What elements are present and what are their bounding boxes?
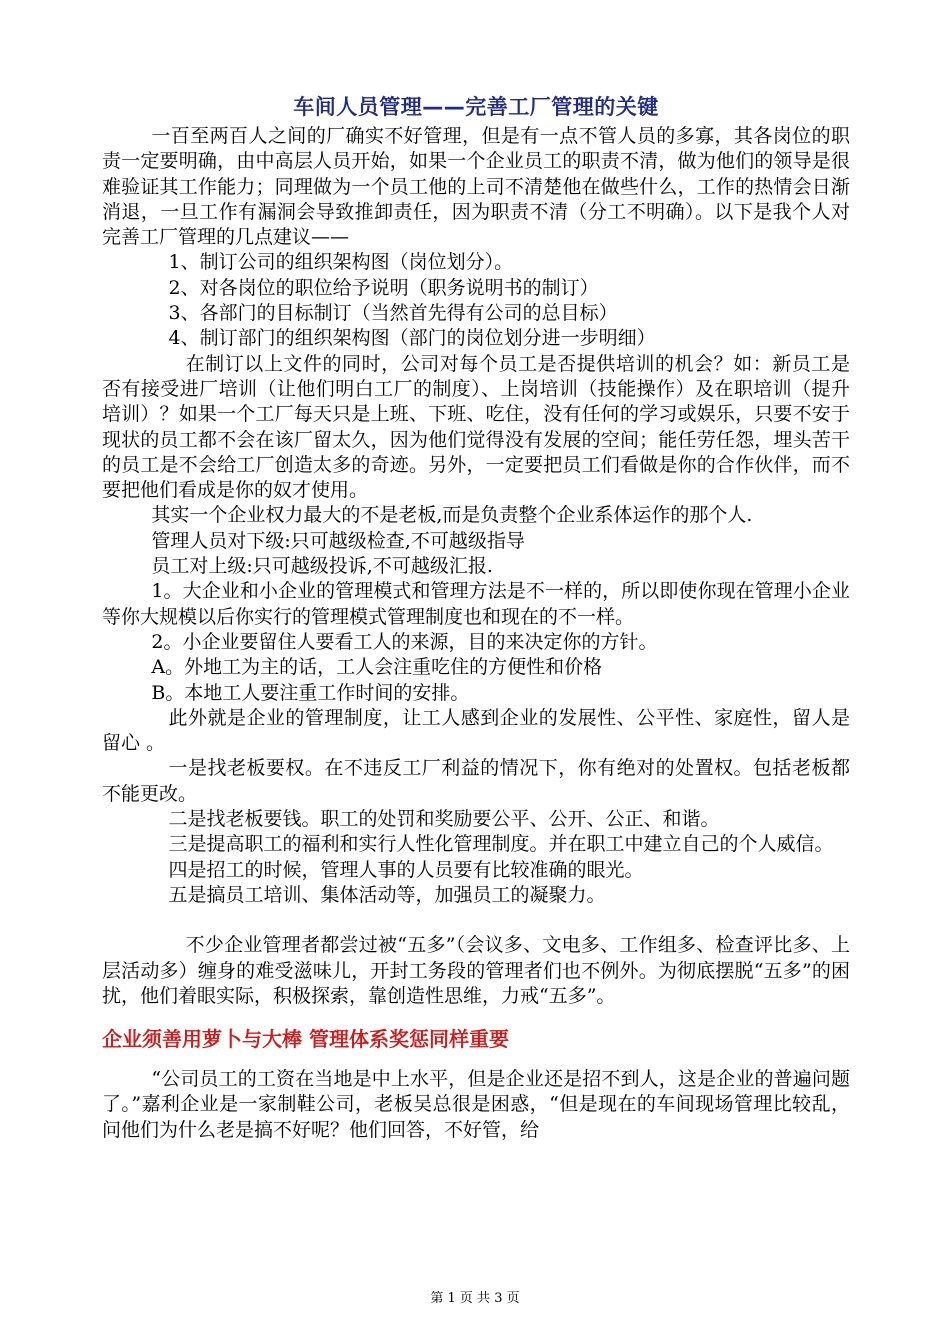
paragraph: 一百至两百人之间的厂确实不好管理，但是有一点不管人员的多寡，其各岗位的职责一定要明确，由中高层人员开始，如果一个企业员工的职责不清，做为他们的领导是很难验证其工作能力；同理做为一个员工他的上司不清楚他在做些什么，工作的热情会日渐消退，一旦工作有漏洞会导致推卸责任，因为职责不清（分工不明确）。以下是我个人对完善工厂管理的几点建议—— [102, 125, 850, 249]
paragraph: 三是提高职工的福利和实行人性化管理制度。并在职工中建立自己的个人威信。 [168, 833, 834, 856]
body-section-3 [102, 1067, 850, 1143]
paragraph: 2、对各岗位的职位给予说明（职务说明书的制订） [168, 276, 599, 299]
paragraph: 员工对上级:只可越级投诉,不可越级汇报. [151, 555, 493, 578]
paragraph: B。本地工人要注重工作时间的安排。 [151, 681, 470, 704]
blank-line [102, 908, 850, 933]
paragraph: 二是找老板要钱。职工的处罚和奖励要公平、公开、公正、和谐。 [168, 808, 720, 831]
paragraph: 4、制订部门的组织架构图（部门的岗位划分进一步明细） [168, 327, 656, 350]
document-page [102, 92, 850, 1143]
body-section-2 [102, 933, 850, 1009]
paragraph: 五是搞员工培训、集体活动等，加强员工的凝聚力。 [168, 883, 606, 906]
paragraph: 管理人员对下级:只可越级检查,不可越级指导 [151, 529, 525, 552]
paragraph: 1。大企业和小企业的管理模式和管理方法是不一样的，所以即使你现在管理小企业等你大规模以后你实行的管理模式管理制度也和现在的不一样。 [102, 580, 850, 628]
body-section-1 [102, 124, 850, 908]
document-title: 车间人员管理——完善工厂管理的关键 [293, 95, 659, 119]
paragraph: 2。小企业要留住人要看工人的来源，目的来决定你的方针。 [151, 630, 658, 653]
paragraph: 四是招工的时候，管理人事的人员要有比较准确的眼光。 [168, 858, 644, 881]
paragraph: 3、各部门的目标制订（当然首先得有公司的总目标） [168, 302, 618, 325]
paragraph: “公司员工的工资在当地是中上水平，但是企业还是招不到人，这是企业的普遍问题了。”嘉利企业是一家制鞋公司，老板吴总很是困惑，“但是现在的车间现场管理比较乱，问他们为什么老是搞不好呢？他们回答，不好管，给 [102, 1068, 850, 1141]
paragraph: 1、制订公司的组织架构图（岗位划分）。 [168, 251, 514, 274]
paragraph: 在制订以上文件的同时，公司对每个员工是否提供培训的机会？如：新员工是否有接受进厂培训（让他们明白工厂的制度）、上岗培训（技能操作）及在职培训（提升培训）？如果一个工厂每天只是上班、下班、吃住，没有任何的学习或娱乐，只要不安于现状的员工都不会在该厂留太久，因为他们觉得没有发展的空间；能任劳任怨，埋头苦干的员工是不会给工厂创造太多的奇迹。另外，一定要把员工们看做是你的合作伙伴，而不要把他们看成是你的奴才使用。 [102, 352, 850, 502]
paragraph: 一是找老板要权。在不违反工厂利益的情况下，你有绝对的处置权。包括老板都不能更改。 [102, 757, 850, 805]
paragraph: 其实一个企业权力最大的不是老板,而是负责整个企业系体运作的那个人. [151, 504, 753, 527]
section-heading: 企业须善用萝卜与大棒 管理体系奖惩同样重要 [102, 1027, 509, 1052]
paragraph: 不少企业管理者都尝过被“五多”（会议多、文电多、工作组多、检查评比多、上层活动多）缠身的难受滋味儿，开封工务段的管理者们也不例外。为彻底摆脱“五多”的困扰，他们着眼实际，积极探索，靠创造性思维，力戒“五多”。 [102, 934, 850, 1007]
paragraph: A。外地工为主的话，工人会注重吃住的方便性和价格 [151, 656, 603, 679]
page-footer: 第 1 页 共 3 页 [430, 1291, 520, 1306]
paragraph: 此外就是企业的管理制度，让工人感到企业的发展性、公平性、家庭性，留人是留心 。 [102, 706, 850, 755]
